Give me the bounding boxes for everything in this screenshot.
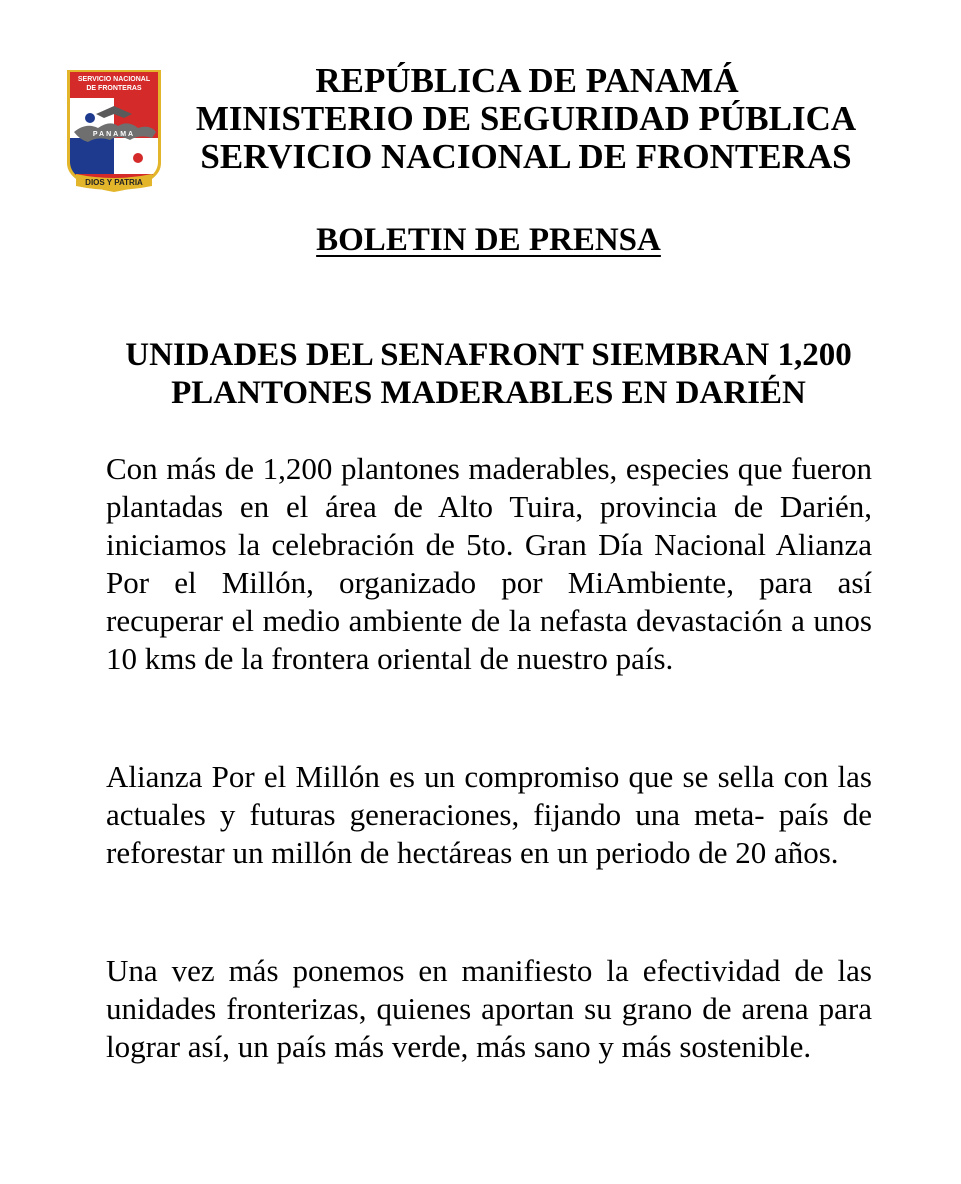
header-ministry: MINISTERIO DE SEGURIDAD PÚBLICA xyxy=(195,99,857,138)
senafront-badge-logo xyxy=(66,70,162,192)
body-paragraph-3: Una vez más ponemos en manifiesto la efectividad de las unidades fronterizas, quienes aportan su grano de arena para lograr así, un país más verde, más sano y más sostenible. xyxy=(106,953,872,1064)
header-country: REPÚBLICA DE PANAMÁ xyxy=(315,61,739,100)
document-header xyxy=(180,62,880,176)
badge-graphic xyxy=(66,70,162,192)
bulletin-title xyxy=(0,220,961,260)
svg-text:DIOS Y PATRIA: DIOS Y PATRIA xyxy=(85,178,143,187)
press-headline: UNIDADES DEL SENAFRONT SIEMBRAN 1,200 PLANTONES MADERABLES EN DARIÉN xyxy=(125,337,852,411)
svg-text:DE FRONTERAS: DE FRONTERAS xyxy=(86,85,142,92)
body-paragraph-1: Con más de 1,200 plantones maderables, especies que fueron plantadas en el área de Alto Tuira, provincia de Darién, iniciamos la celebración de 5to. Gran Día Nacional Alianza Por el Millón, organizado por MiAmbiente, para así recuperar el medio ambiente de la nefasta devastación a unos 10 kms de la frontera oriental de nuestro país. xyxy=(106,451,872,676)
header-agency: SERVICIO NACIONAL DE FRONTERAS xyxy=(200,137,852,176)
body-paragraph-2: Alianza Por el Millón es un compromiso que se sella con las actuales y futuras generaciones, fijando una meta- país de reforestar un millón de hectáreas en un periodo de 20 años. xyxy=(106,759,872,870)
svg-text:PANAMA: PANAMA xyxy=(92,131,136,138)
bulletin-title-text: BOLETIN DE PRENSA xyxy=(316,222,661,258)
svg-text:SERVICIO NACIONAL: SERVICIO NACIONAL xyxy=(77,76,151,83)
